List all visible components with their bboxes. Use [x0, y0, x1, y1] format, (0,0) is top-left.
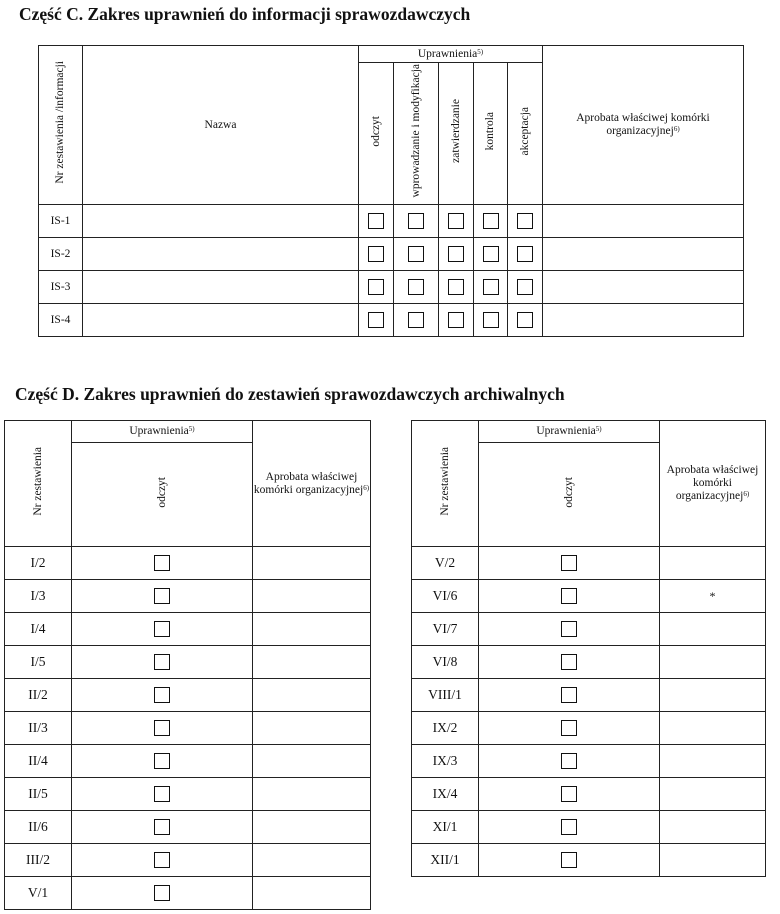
aprobata-cell[interactable] — [253, 646, 371, 679]
checkbox-cell — [479, 811, 660, 844]
table-row — [412, 613, 766, 646]
checkbox-cell — [508, 271, 543, 304]
permission-header-cell — [439, 63, 474, 205]
aprobata-cell[interactable] — [660, 745, 766, 778]
row-id: I/2 — [5, 547, 72, 580]
checkbox-cell — [479, 547, 660, 580]
permission-checkbox[interactable] — [408, 279, 424, 295]
row-id: IS-1 — [39, 205, 83, 238]
permission-checkbox[interactable] — [483, 279, 499, 295]
odczyt-header: odczyt — [155, 476, 168, 508]
row-id: IX/3 — [412, 745, 479, 778]
checkbox-cell — [359, 205, 394, 238]
odczyt-header-cell — [72, 443, 253, 547]
aprobata-header — [543, 46, 744, 205]
permission-header-cell — [474, 63, 508, 205]
checkbox-cell — [479, 778, 660, 811]
checkbox-cell — [479, 745, 660, 778]
permission-header-3: kontrola — [484, 111, 496, 151]
table-row — [5, 844, 371, 877]
aprobata-cell[interactable] — [253, 745, 371, 778]
table-row — [5, 646, 371, 679]
permission-checkbox[interactable] — [368, 312, 384, 328]
aprobata-cell[interactable] — [253, 547, 371, 580]
odczyt-checkbox[interactable] — [154, 852, 170, 868]
checkbox-cell — [72, 778, 253, 811]
uprawnienia-header — [479, 421, 660, 443]
odczyt-checkbox[interactable] — [561, 588, 577, 604]
part-d-right-table — [411, 420, 766, 877]
row-id: IX/2 — [412, 712, 479, 745]
odczyt-checkbox[interactable] — [154, 588, 170, 604]
uprawnienia-header — [72, 421, 253, 443]
row-id: VI/8 — [412, 646, 479, 679]
row-id: VI/7 — [412, 613, 479, 646]
aprobata-cell[interactable] — [543, 205, 744, 238]
row-id: V/2 — [412, 547, 479, 580]
permission-header-4: akceptacja — [518, 106, 531, 156]
permission-checkbox[interactable] — [408, 213, 424, 229]
aprobata-cell[interactable] — [660, 547, 766, 580]
footnote-6: 6) — [743, 490, 750, 498]
table-row — [39, 271, 744, 304]
row-id: II/5 — [5, 778, 72, 811]
checkbox-cell — [439, 304, 474, 337]
table-row — [5, 679, 371, 712]
table-row — [39, 238, 744, 271]
permission-checkbox[interactable] — [448, 246, 464, 262]
permission-header-cell — [359, 63, 394, 205]
name-cell[interactable] — [83, 238, 359, 271]
aprobata-cell[interactable] — [543, 271, 744, 304]
checkbox-cell — [72, 580, 253, 613]
table-row — [412, 712, 766, 745]
permission-checkbox[interactable] — [368, 246, 384, 262]
nr-header: Nr zestawienia /informacji — [54, 61, 66, 184]
part-c-title: Część C. Zakres uprawnień do informacji sprawozdawczych — [19, 4, 471, 24]
row-id: I/3 — [5, 580, 72, 613]
odczyt-checkbox[interactable] — [154, 819, 170, 835]
checkbox-cell — [439, 205, 474, 238]
permission-checkbox[interactable] — [408, 312, 424, 328]
permission-checkbox[interactable] — [517, 312, 533, 328]
checkbox-cell — [479, 580, 660, 613]
permission-checkbox[interactable] — [483, 213, 499, 229]
aprobata-cell[interactable] — [660, 712, 766, 745]
checkbox-cell — [72, 613, 253, 646]
checkbox-cell — [439, 238, 474, 271]
table-row — [39, 205, 744, 238]
checkbox-cell — [394, 271, 439, 304]
uprawnienia-label: Uprawnienia — [129, 425, 189, 437]
odczyt-checkbox[interactable] — [561, 720, 577, 736]
aprobata-header — [660, 421, 766, 547]
checkbox-cell — [72, 547, 253, 580]
aprobata-cell[interactable] — [660, 811, 766, 844]
odczyt-checkbox[interactable] — [154, 621, 170, 637]
permission-checkbox[interactable] — [517, 213, 533, 229]
checkbox-cell — [474, 238, 508, 271]
table-row — [5, 580, 371, 613]
row-id: IS-4 — [39, 304, 83, 337]
checkbox-cell — [359, 304, 394, 337]
aprobata-cell[interactable] — [253, 778, 371, 811]
odczyt-checkbox[interactable] — [154, 687, 170, 703]
table-row — [5, 547, 371, 580]
aprobata-label: Aprobata właściwej komórki organizacyjnej — [666, 464, 759, 502]
aprobata-cell[interactable]: * — [660, 580, 766, 613]
table-row — [39, 304, 744, 337]
row-id: I/4 — [5, 613, 72, 646]
permission-header-cell — [508, 63, 543, 205]
row-id: IX/4 — [412, 778, 479, 811]
aprobata-cell[interactable] — [660, 613, 766, 646]
permission-checkbox[interactable] — [448, 279, 464, 295]
row-id: IS-2 — [39, 238, 83, 271]
checkbox-cell — [72, 877, 253, 910]
permission-checkbox[interactable] — [517, 246, 533, 262]
odczyt-checkbox[interactable] — [561, 621, 577, 637]
permission-header-0: odczyt — [369, 115, 382, 147]
permission-checkbox[interactable] — [483, 312, 499, 328]
uprawnienia-label: Uprawnienia — [536, 425, 596, 437]
nr-zestawienia-header-cell — [5, 421, 72, 547]
row-id: II/6 — [5, 811, 72, 844]
checkbox-cell — [479, 844, 660, 877]
nr-zestawienia-header: Nr zestawienia — [31, 446, 44, 516]
table-row — [412, 547, 766, 580]
permission-checkbox[interactable] — [448, 213, 464, 229]
odczyt-checkbox[interactable] — [154, 720, 170, 736]
row-id: II/3 — [5, 712, 72, 745]
odczyt-checkbox[interactable] — [561, 852, 577, 868]
checkbox-cell — [72, 811, 253, 844]
checkbox-cell — [359, 238, 394, 271]
part-c-table — [38, 45, 744, 337]
footnote-5: 5) — [595, 425, 602, 433]
table-row — [412, 580, 766, 613]
permission-header-1: wprowadzanie i modyfikacja — [409, 64, 422, 198]
aprobata-cell[interactable] — [660, 646, 766, 679]
row-id: IS-3 — [39, 271, 83, 304]
aprobata-cell[interactable] — [253, 712, 371, 745]
table-row — [412, 745, 766, 778]
checkbox-cell — [72, 712, 253, 745]
aprobata-cell[interactable] — [253, 679, 371, 712]
row-id: III/2 — [5, 844, 72, 877]
checkbox-cell — [72, 646, 253, 679]
aprobata-label: Aprobata właściwej komórki organizacyjnej — [576, 112, 710, 137]
aprobata-cell[interactable] — [253, 580, 371, 613]
checkbox-cell — [479, 613, 660, 646]
checkbox-cell — [72, 679, 253, 712]
nazwa-header: Nazwa — [83, 46, 359, 205]
checkbox-cell — [394, 304, 439, 337]
checkbox-cell — [72, 745, 253, 778]
checkbox-cell — [394, 238, 439, 271]
permission-checkbox[interactable] — [517, 279, 533, 295]
permission-checkbox[interactable] — [448, 312, 464, 328]
uprawnienia-header — [359, 46, 543, 63]
checkbox-cell — [508, 304, 543, 337]
permission-checkbox[interactable] — [368, 213, 384, 229]
checkbox-cell — [508, 205, 543, 238]
table-row — [5, 811, 371, 844]
table-row — [5, 778, 371, 811]
nr-header-cell — [39, 46, 83, 205]
checkbox-cell — [474, 271, 508, 304]
nr-zestawienia-header: Nr zestawienia — [438, 446, 451, 516]
aprobata-cell[interactable] — [660, 778, 766, 811]
table-row — [5, 613, 371, 646]
row-id: VI/6 — [412, 580, 479, 613]
row-id: XI/1 — [412, 811, 479, 844]
permission-checkbox[interactable] — [368, 279, 384, 295]
checkbox-cell — [474, 304, 508, 337]
aprobata-cell[interactable] — [253, 844, 371, 877]
odczyt-checkbox[interactable] — [561, 786, 577, 802]
part-d-title: Część D. Zakres uprawnień do zestawień sprawozdawczych archiwalnych — [15, 384, 565, 404]
nr-zestawienia-header-cell — [412, 421, 479, 547]
name-cell[interactable] — [83, 271, 359, 304]
aprobata-cell[interactable] — [253, 811, 371, 844]
aprobata-cell[interactable] — [253, 877, 371, 910]
table-row — [412, 778, 766, 811]
row-id: I/5 — [5, 646, 72, 679]
checkbox-cell — [474, 205, 508, 238]
table-row — [5, 877, 371, 910]
checkbox-cell — [479, 646, 660, 679]
aprobata-header — [253, 421, 371, 547]
footnote-6: 6) — [363, 483, 370, 492]
odczyt-checkbox[interactable] — [154, 885, 170, 901]
checkbox-cell — [439, 271, 474, 304]
footnote-5: 5) — [477, 47, 484, 56]
row-id: XII/1 — [412, 844, 479, 877]
odczyt-checkbox[interactable] — [561, 753, 577, 769]
table-row — [412, 811, 766, 844]
odczyt-checkbox[interactable] — [561, 555, 577, 571]
part-d-left-table — [4, 420, 371, 910]
row-id: II/2 — [5, 679, 72, 712]
odczyt-checkbox[interactable] — [154, 786, 170, 802]
row-id: V/1 — [5, 877, 72, 910]
footnote-5: 5) — [188, 425, 195, 433]
checkbox-cell — [479, 712, 660, 745]
odczyt-checkbox[interactable] — [154, 555, 170, 571]
aprobata-cell[interactable] — [543, 238, 744, 271]
odczyt-header: odczyt — [562, 476, 575, 508]
table-row — [412, 646, 766, 679]
row-id: II/4 — [5, 745, 72, 778]
table-row — [412, 844, 766, 877]
aprobata-cell[interactable] — [253, 613, 371, 646]
aprobata-cell[interactable] — [660, 844, 766, 877]
checkbox-cell — [479, 679, 660, 712]
aprobata-label: Aprobata właściwej komórki organizacyjnej — [253, 470, 364, 496]
table-row — [412, 679, 766, 712]
uprawnienia-label: Uprawnienia — [417, 47, 478, 60]
name-cell[interactable] — [83, 304, 359, 337]
aprobata-cell[interactable] — [543, 304, 744, 337]
permission-header-cell — [394, 63, 439, 205]
aprobata-cell[interactable] — [660, 679, 766, 712]
checkbox-cell — [72, 844, 253, 877]
permission-checkbox[interactable] — [483, 246, 499, 262]
checkbox-cell — [359, 271, 394, 304]
odczyt-checkbox[interactable] — [154, 753, 170, 769]
checkbox-cell — [394, 205, 439, 238]
checkbox-cell — [508, 238, 543, 271]
odczyt-checkbox[interactable] — [154, 654, 170, 670]
odczyt-checkbox[interactable] — [561, 687, 577, 703]
name-cell[interactable] — [83, 205, 359, 238]
permission-checkbox[interactable] — [408, 246, 424, 262]
table-row — [5, 712, 371, 745]
permission-header-2: zatwierdzanie — [449, 99, 462, 163]
row-id: VIII/1 — [412, 679, 479, 712]
footnote-6: 6) — [673, 125, 680, 133]
table-row — [5, 745, 371, 778]
odczyt-header-cell — [479, 443, 660, 547]
odczyt-checkbox[interactable] — [561, 654, 577, 670]
odczyt-checkbox[interactable] — [561, 819, 577, 835]
